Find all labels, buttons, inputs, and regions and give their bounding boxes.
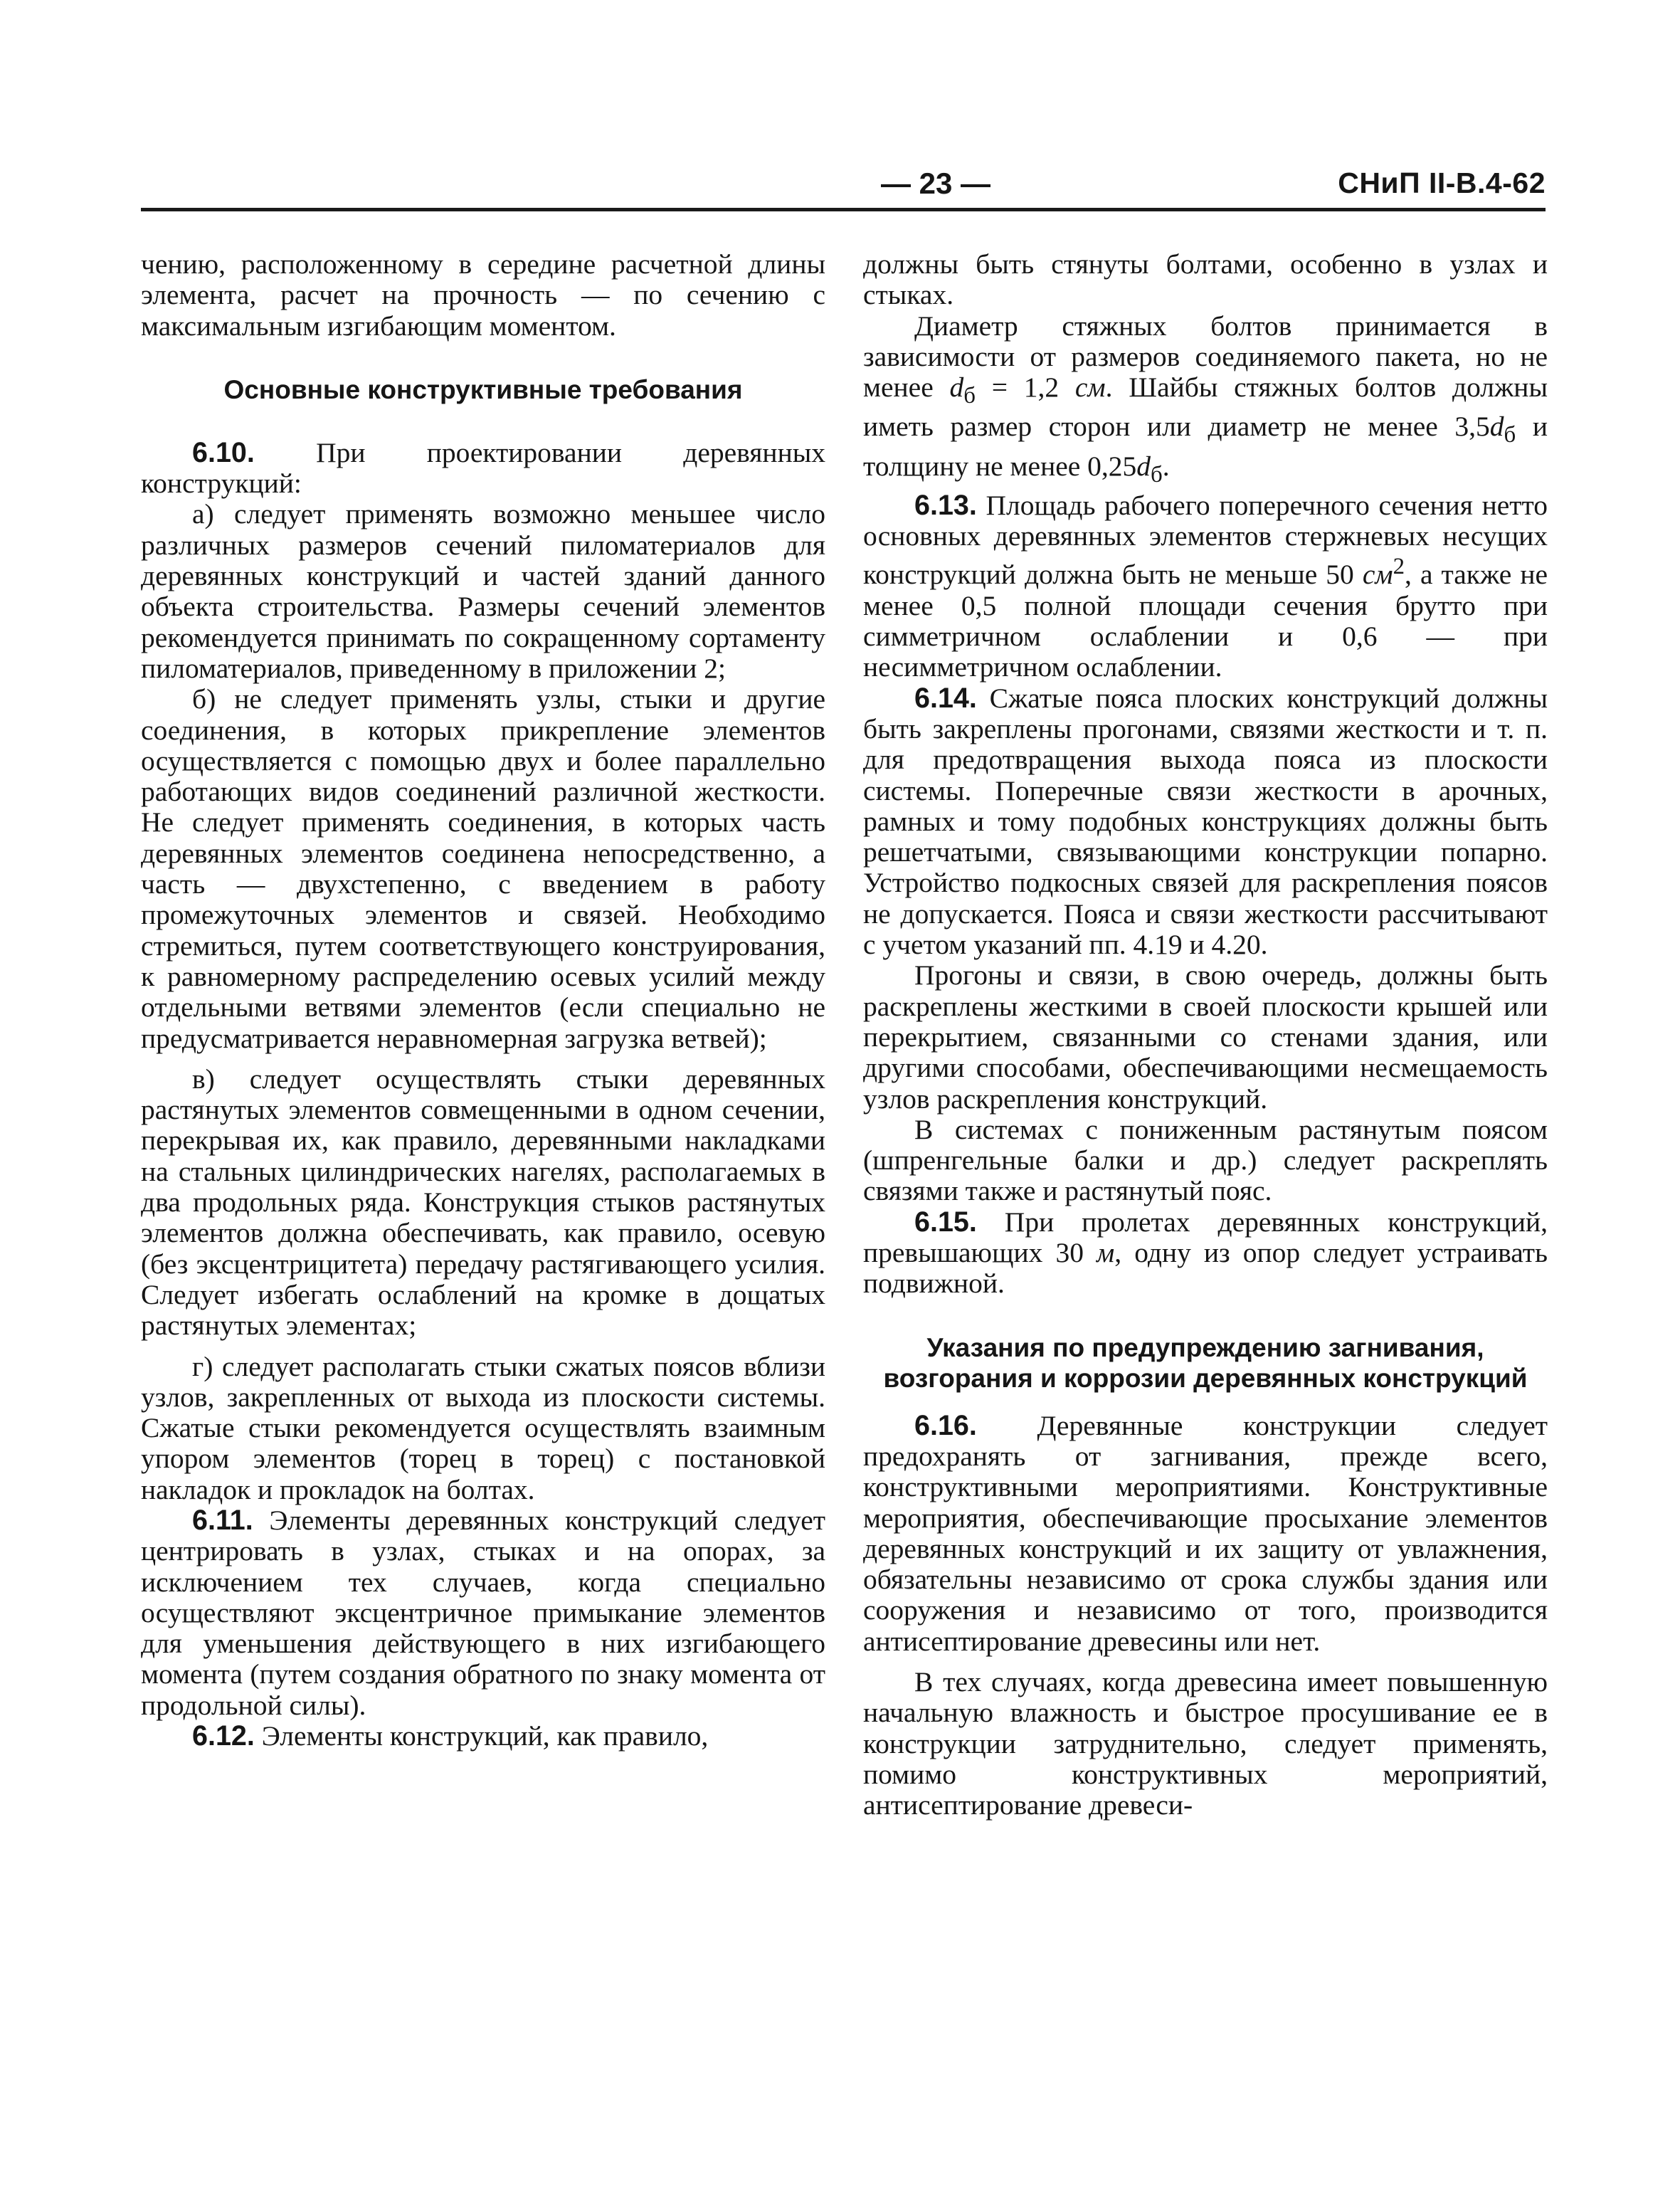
unit: м [1097,1237,1115,1269]
unit: см [1074,372,1106,404]
clause-6-15 [863,1207,1548,1300]
clause-6-11 [141,1505,825,1721]
text-run: . Шайбы стяжных болтов должны иметь размер сторон или диаметр не менее 3,5 [863,372,1548,443]
intro-paragraph: чению, расположенному в середине расчетной длины элемента, расчет на прочность — по сечению с максимальным изгибающим моментом. [141,248,825,342]
purlins-paragraph: Прогоны и связи, в свою очередь, должны быть раскреплены жесткими в своей плоскости крышей или перекрытием, связанными со стенами здания, или другими способами, обеспечивающими несмещаемость узлов раскрепления конструкций. [863,959,1548,1115]
clause-text: Элементы деревянных конструкций следует центрировать в узлах, стыках и на опорах, за исключением тех случаев, когда специально осуществляют эксцентричное примыкание элементов для уменьшения действующего в них изгибающего момента (путем создания обратного по знаку момента от продольной силы). [141,1504,825,1721]
section-heading-design-requirements: Основные конструктивные требования [223,374,743,404]
text-run: При пролетах деревянных конструкций, превышающих 30 [863,1206,1548,1269]
clause-number: 6.13. [914,489,977,521]
symbol-d: d [949,372,964,404]
page-header [141,162,1546,212]
clause-number: 6.16. [914,1409,977,1441]
clause-6-10-item-a: а) следует применять возможно меньшее число различных размеров сечений пиломатериалов для деревянных конструкций и частей зданий данного объекта строительства. Размеры сечений элементов рекомендуется принимать по сокращенному сортаменту пиломатериалов, приведенному в приложении 2; [141,498,825,684]
right-column [863,249,1548,1821]
section-heading-decay-protection: Указания по предупреждению загнивания, возгорания и коррозии деревянных конструкций [883,1332,1528,1393]
systems-paragraph: В системах с пониженным растянутым поясом (шпренгельные балки и др.) следует раскреплять связями также и растянутый пояс. [863,1113,1548,1207]
clause-number: 6.10. [192,436,255,468]
text-run: , а также не менее 0,5 полной площади сечения брутто при симметричном ослаблении и 0,6 — при несимметричном ослаблении. [863,559,1548,683]
unit: см [1362,559,1393,591]
symbol-d: d [1489,411,1504,443]
clause-number: 6.15. [914,1206,977,1238]
moisture-paragraph: В тех случаях, когда древесина имеет повышенную начальную влажность и быстрое просушивание ее в конструкции затруднительно, следует применять, помимо конструктивных мероприятий, антисептирование древеси- [863,1666,1548,1821]
clause-6-14 [863,683,1548,961]
clause-6-10-item-g: г) следует располагать стыки сжатых поясов вблизи узлов, закрепленных от выхода из плоскости системы. Сжатые стыки рекомендуется осуществлять взаимным упором элементов (торец в торец) с постановкой накладок и прокладок на болтах. [141,1350,825,1505]
clause-text: Деревянные конструкции следует предохранять от загнивания, прежде всего, конструктивными мероприятиями. Конструктивные мероприятия, обеспечивающие просыхание элементов деревянных конструкций и их защиту от увлажнения, обязательны независимо от срока службы здания или сооружения и независимо от того, производится антисептирование древесины или нет. [863,1409,1548,1657]
symbol-d: d [1136,450,1151,482]
clause-6-10-item-b: б) не следует применять узлы, стыки и другие соединения, в которых прикрепление элементов осуществляется с помощью двух и более параллельно работающих видов соединений различной жесткости. Не следует применять соединения, в которых часть деревянных элементов соединена непосредственно, а часть — двухстепенно, с введением в работу промежуточных элементов и связей. Необходимо стремиться, путем соответствующего конструирования, к равномерному распределению осевых усилий между отдельными ветвями элементов (если специально не предусматривается неравномерная загрузка ветвей); [141,683,825,1054]
clause-6-10 [141,438,825,500]
clause-number: 6.11. [192,1504,253,1536]
subscript: б [963,383,976,409]
clause-6-13 [863,490,1548,683]
text-run: . [1162,450,1170,482]
clause-text: Сжатые пояса плоских конструкций должны быть закреплены прогонами, связями жесткости и т. п. для предотвращения выхода пояса из плоскости системы. Поперечные связи жесткости в арочных, рамных и тому подобных конструкциях должны быть решетчатыми, связывающими конструкции попарно. Устройство подкосных связей для раскрепления поясов не допускается. Пояса и связи жесткости рассчитывают с учетом указаний пп. 4.19 и 4.20. [863,682,1548,961]
text-run: и толщину не менее 0,25 [863,411,1548,482]
clause-6-10-item-v: в) следует осуществлять стыки деревянных растянутых элементов совмещенными в одном сечении, перекрывая их, как правило, деревянными накладками на стальных цилиндрических нагелях, располагаемых в два продольных ряда. Конструкция стыков растянутых элементов должна обеспечивать, как правило, осевую (без эксцентрицитета) передачу растягивающего усилия. Следует избегать ослаблений на кромке в дощатых растянутых элементах; [141,1063,825,1342]
clause-6-12-continued: должны быть стянуты болтами, особенно в узлах и стыках. [863,248,1548,311]
text-run: , одну из опор следует устраивать подвижной. [863,1237,1548,1300]
left-column [141,249,825,1752]
text-run: Площадь рабочего поперечного сечения нетто основных деревянных элементов стержневых несущих конструкций должна быть не меньше 50 [863,489,1548,591]
clause-text: При проектировании деревянных конструкций: [141,436,825,500]
text-run: Диаметр стяжных болтов принимается в зависимости от размеров соединяемого пакета, но не менее [863,310,1548,404]
document-code: СНиП II-В.4-62 [1338,167,1546,199]
bolt-diameter-paragraph [863,311,1548,490]
clause-6-12 [141,1721,825,1752]
clause-number: 6.12. [192,1720,255,1752]
text-run: = 1,2 [975,372,1075,404]
page-number: — 23 — [881,167,991,200]
header-rule [141,208,1546,211]
subscript: б [1504,422,1516,448]
subscript: б [1151,461,1163,488]
clause-number: 6.14. [914,682,977,714]
superscript: 2 [1393,554,1405,580]
clause-6-16 [863,1411,1548,1657]
clause-text: Элементы конструкций, как правило, [254,1720,709,1752]
